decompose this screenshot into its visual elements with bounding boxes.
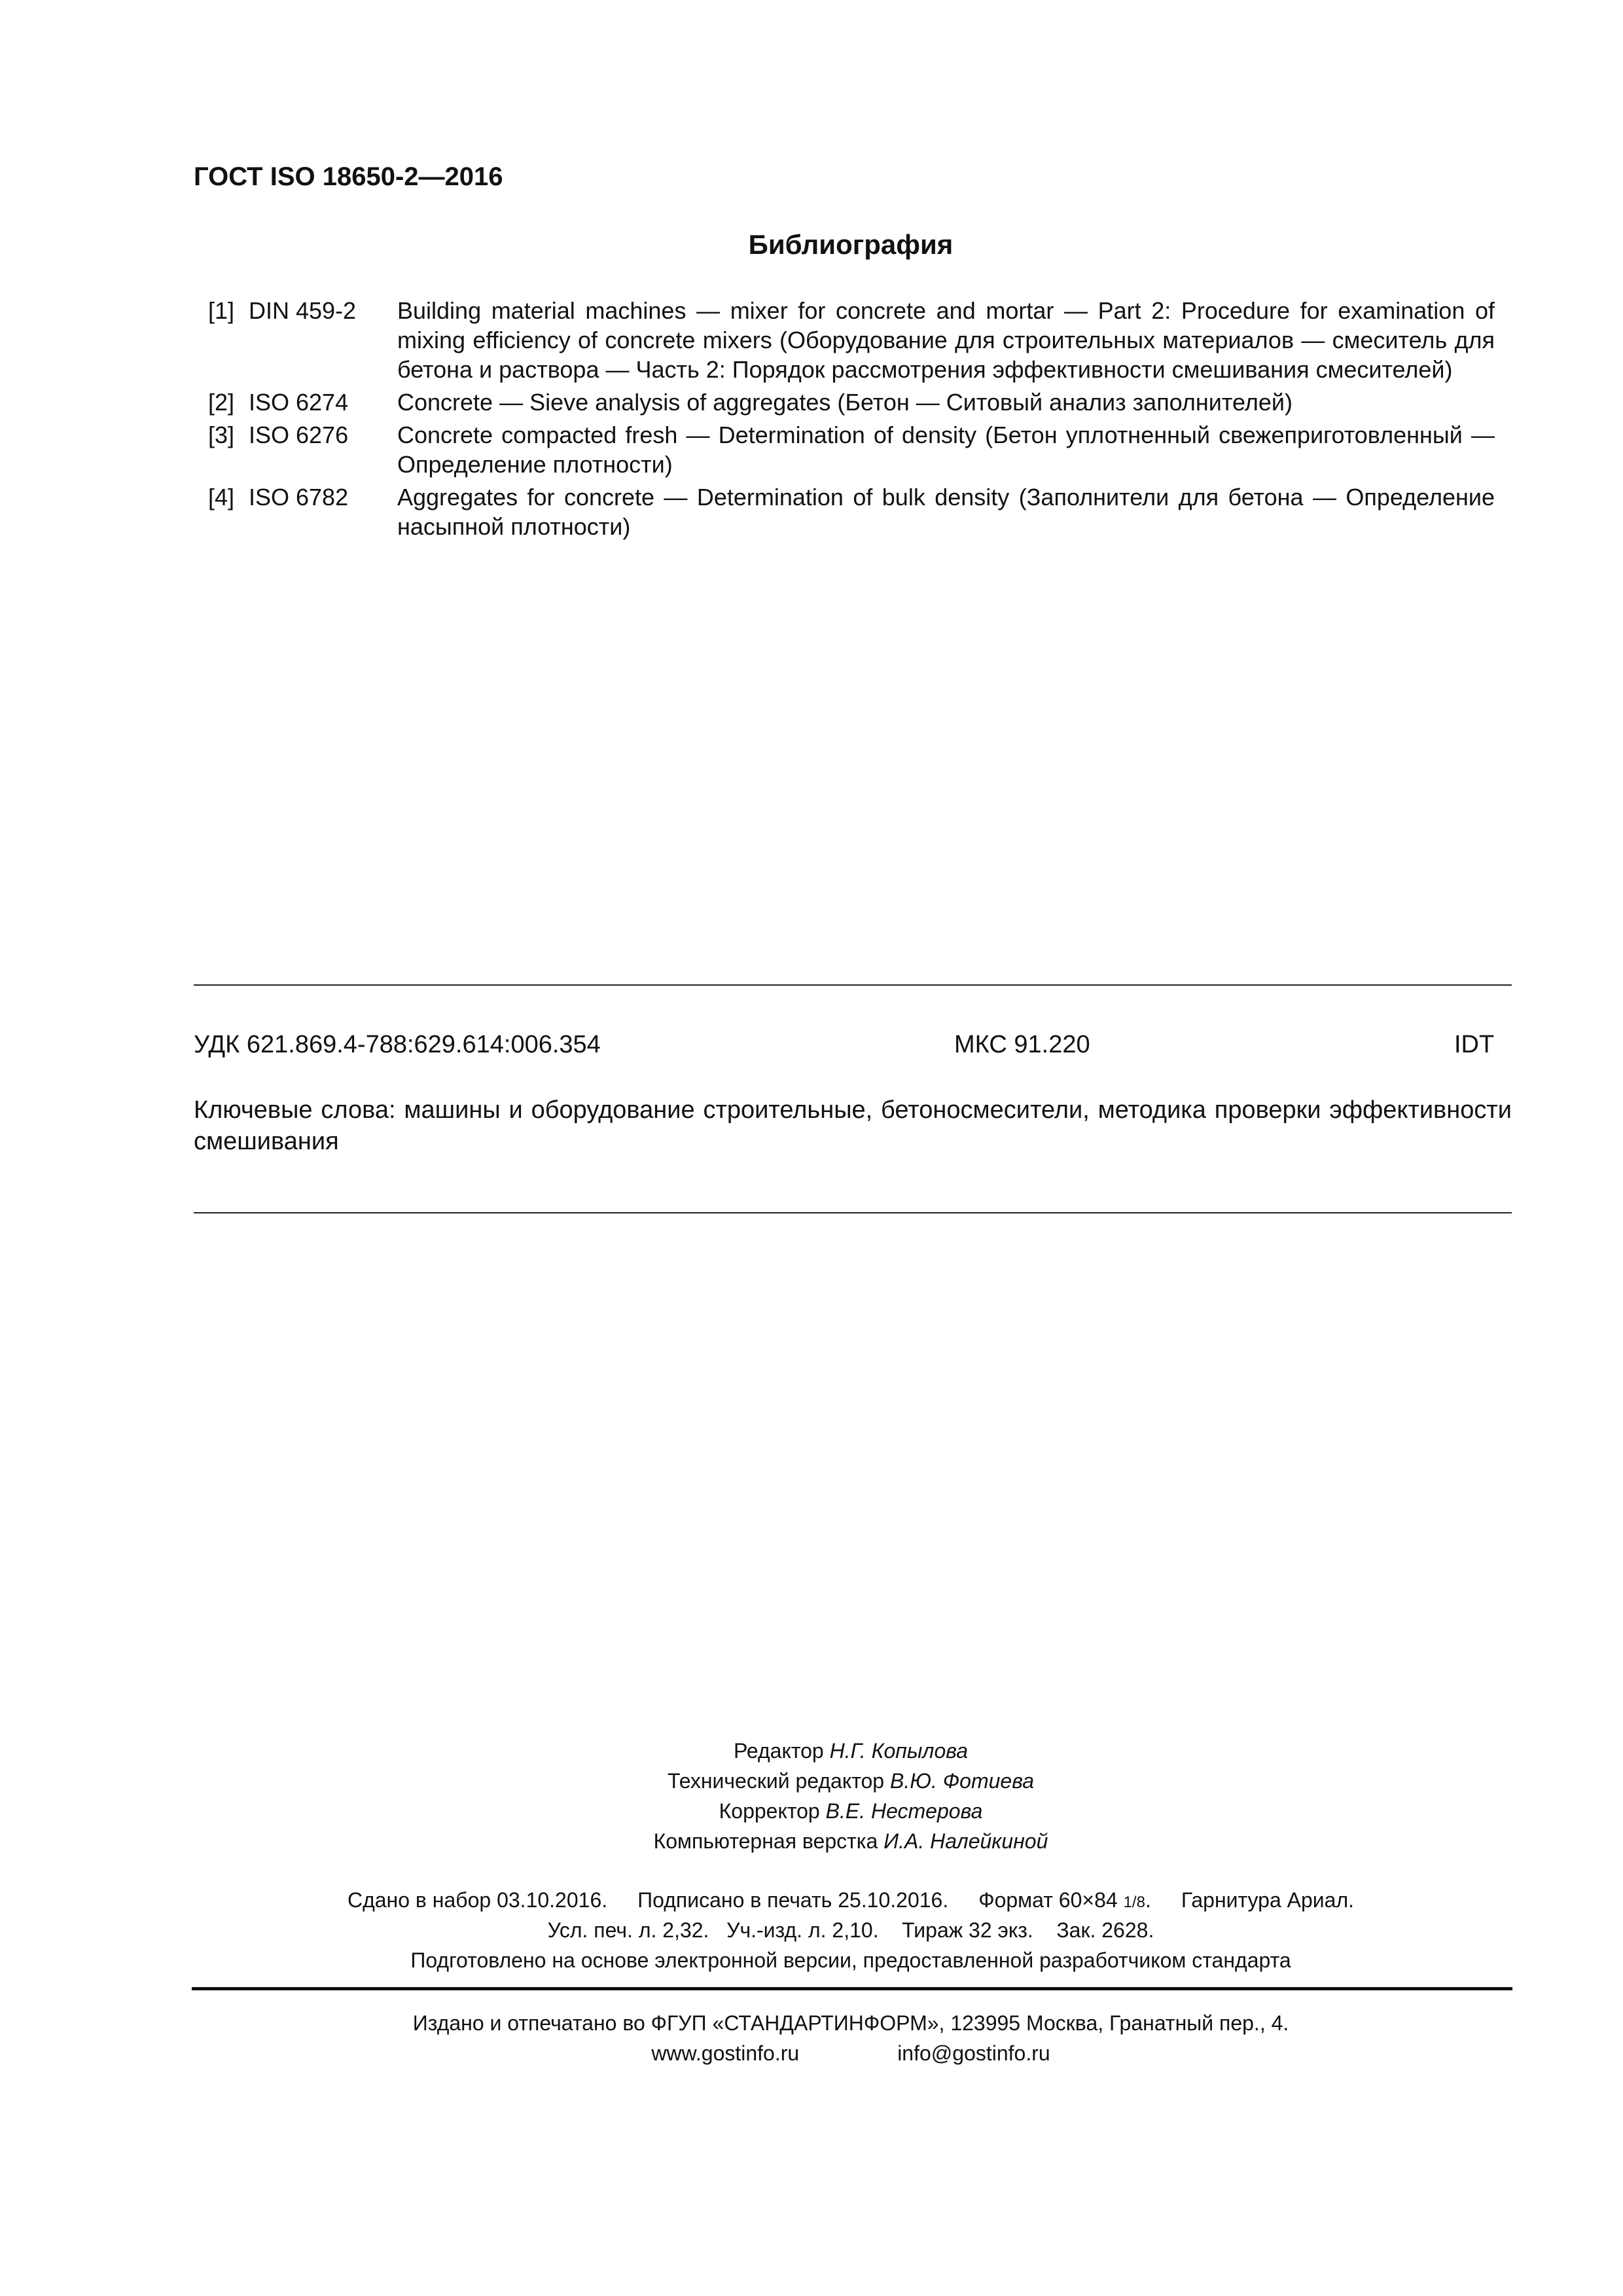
entry-text: Concrete compacted fresh — Determination of density (Бетон уплотненный свежеприготовленный — Определение плотности) [397,422,1495,478]
entry-text: Aggregates for concrete — Determination of bulk density (Заполнители для бетона — Определение насыпной плотности) [397,484,1495,540]
tech-editor-name: В.Ю. Фотиева [889,1769,1034,1793]
print-info-line-1: Сдано в набор 03.10.2016. Подписано в печать 25.10.2016. Формат 60×84 1/8. Гарнитура Ариал. [347,1888,1355,1912]
document-id: ГОСТ ISO 18650-2—2016 [194,162,503,191]
publisher-line: Издано и отпечатано во ФГУП «СТАНДАРТИНФОРМ», 123995 Москва, Гранатный пер., 4. [412,2011,1289,2035]
entry-number: [4] [208,484,235,511]
entry-number: [1] [208,297,235,324]
layout-line [0,1826,1623,1856]
bibliography-entry [208,420,1495,479]
bibliography-entry [208,387,1495,417]
layout-label: Компьютерная верстка [653,1829,878,1853]
corrector-name: В.Е. Нестерова [825,1799,983,1823]
order-number: Зак. 2628. [1056,1918,1154,1942]
corrector-line [0,1796,1623,1826]
divider-middle [194,1212,1512,1213]
paper-format: Формат 60×84 [978,1888,1118,1912]
entry-number: [3] [208,422,235,448]
font-info: Гарнитура Ариал. [1181,1888,1355,1912]
entry-number: [2] [208,389,235,416]
layout-name: И.А. Налейкиной [883,1829,1048,1853]
bibliography-list [208,296,1495,545]
keywords: Ключевые слова: машины и оборудование строительные, бетоносмесители, методика проверки эффективности смешивания [194,1096,1512,1155]
entry-code: ISO 6782 [249,484,349,511]
entry-text: Building material machines — mixer for concrete and mortar — Part 2: Procedure for examination of mixing efficiency of concrete mixers (Оборудование для строительных материалов — смеситель для бетона и раствора — Часть 2: Порядок рассмотрения эффективности смешивания смесителей) [397,297,1495,383]
divider-bottom [192,1987,1512,1990]
prepared-note: Подготовлено на основе электронной версии, предоставленной разработчиком стандарта [410,1948,1291,1972]
signed-date: Подписано в печать 25.10.2016. [637,1888,949,1912]
bibliography-entry [208,296,1495,384]
copies: Тираж 32 экз. [902,1918,1033,1942]
paper-format-fraction: 1/8 [1123,1893,1145,1911]
submitted-date: Сдано в набор 03.10.2016. [347,1888,608,1912]
print-sheets: Усл. печ. л. 2,32. [547,1918,709,1942]
editor-line [0,1736,1623,1766]
udc-code: УДК 621.869.4-788:629.614:006.354 [194,1031,601,1058]
tech-editor-line [0,1766,1623,1796]
entry-code: ISO 6276 [249,422,349,448]
website-link[interactable]: www.gostinfo.ru [651,2041,800,2065]
tech-editor-label: Технический редактор [667,1769,885,1793]
print-info-line-2 [0,1915,1623,1945]
entry-code: ISO 6274 [249,389,349,416]
email-link[interactable]: info@gostinfo.ru [897,2041,1050,2065]
divider-top [194,984,1512,986]
editor-name: Н.Г. Копылова [829,1739,969,1763]
publisher-contacts [0,2038,1623,2068]
entry-code: DIN 459-2 [249,297,357,324]
entry-text: Concrete — Sieve analysis of aggregates (Бетон — Ситовый анализ заполнителей) [397,389,1293,416]
editor-label: Редактор [733,1739,824,1763]
bibliography-entry [208,482,1495,541]
mks-code: МКС 91.220 [954,1031,1090,1058]
bibliography-title: Библиография [748,229,954,260]
pub-sheets: Уч.-изд. л. 2,10. [726,1918,879,1942]
idt-label: IDT [1454,1031,1495,1058]
corrector-label: Корректор [719,1799,820,1823]
